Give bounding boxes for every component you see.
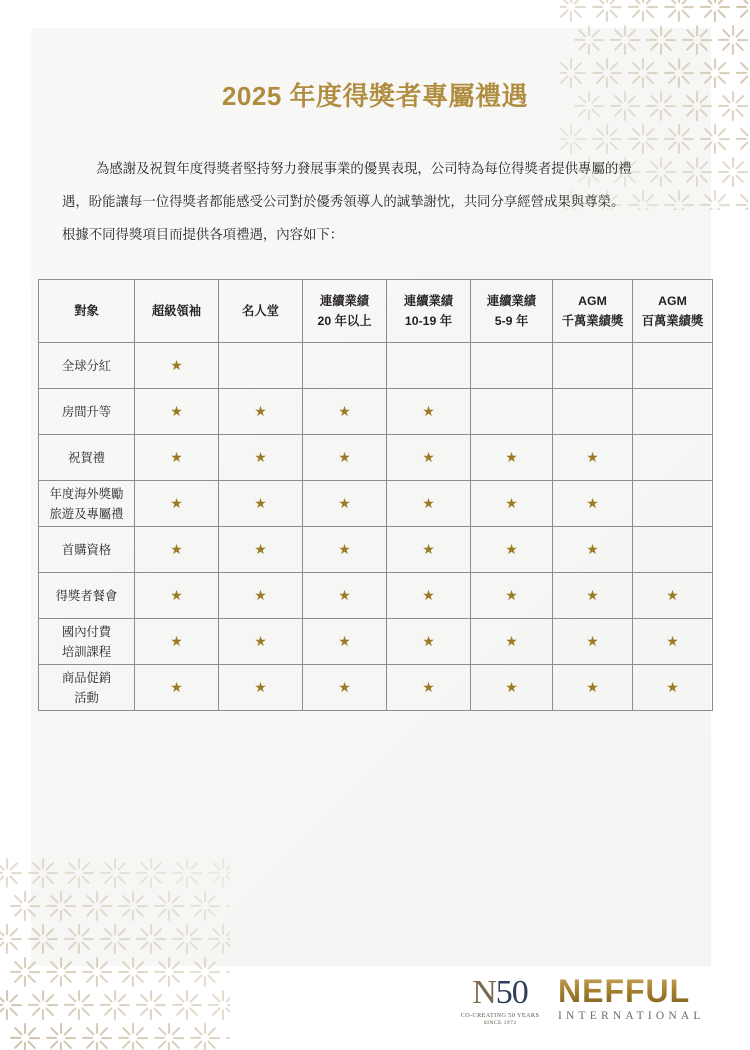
- table-row: [39, 481, 713, 527]
- n50-letter-n: N: [472, 974, 496, 1011]
- table-cell-r0-c6: [553, 343, 633, 389]
- star-icon: ★: [586, 449, 599, 465]
- table-row: [39, 665, 713, 711]
- star-icon: ★: [422, 403, 435, 419]
- table-cell-r6-c7: [633, 619, 713, 665]
- table-header-cell-1-line1: 超級領袖: [151, 304, 202, 318]
- table-cell-r1-c3: [303, 389, 387, 435]
- star-icon: ★: [170, 587, 183, 603]
- table-cell-r7-c1: [135, 665, 219, 711]
- table-row: [39, 343, 713, 389]
- intro-paragraph: [62, 152, 690, 251]
- snowflake-icon: [698, 0, 732, 24]
- table-cell-r4-c1: [135, 527, 219, 573]
- star-icon: ★: [422, 541, 435, 557]
- table-header-cell-5-line1: 連續業績: [486, 294, 537, 308]
- star-icon: ★: [338, 633, 351, 649]
- table-cell-r2-c3: [303, 435, 387, 481]
- star-icon: ★: [254, 449, 267, 465]
- star-icon: ★: [505, 587, 518, 603]
- star-icon: ★: [254, 495, 267, 511]
- star-icon: ★: [586, 633, 599, 649]
- star-icon: ★: [338, 449, 351, 465]
- table-cell-r1-c7: [633, 389, 713, 435]
- star-icon: ★: [505, 679, 518, 695]
- table-cell-r6-c1: [135, 619, 219, 665]
- table-row-label-2-line1: 祝賀禮: [68, 450, 105, 465]
- table-cell-r7-c4: [387, 665, 471, 711]
- table-cell-r2-c1: [135, 435, 219, 481]
- table-row: [39, 619, 713, 665]
- n50-tagline-since: SINCE 1973: [483, 1020, 517, 1026]
- table-cell-r5-c2: [219, 573, 303, 619]
- table-header-cell-5-line2: 5-9 年: [494, 314, 529, 328]
- star-icon: ★: [170, 357, 183, 373]
- table-cell-r7-c7: [633, 665, 713, 711]
- star-icon: ★: [338, 495, 351, 511]
- table-row: [39, 527, 713, 573]
- table-cell-r1-c4: [387, 389, 471, 435]
- table-cell-r1-c6: [553, 389, 633, 435]
- table-header-cell-1: [135, 280, 219, 343]
- table-row-label-4: [39, 527, 135, 573]
- table-cell-r4-c5: [471, 527, 553, 573]
- table-cell-r2-c7: [633, 435, 713, 481]
- table-header-cell-3-line1: 連續業績: [319, 294, 370, 308]
- benefits-table-body: [39, 343, 713, 711]
- table-cell-r5-c1: [135, 573, 219, 619]
- star-icon: ★: [505, 495, 518, 511]
- table-header-cell-7: [633, 280, 713, 343]
- table-row-label-3-line1: 年度海外獎勵: [49, 486, 124, 501]
- table-cell-r7-c5: [471, 665, 553, 711]
- intro-paragraph-line-3: 根據不同得獎項目而提供各項禮遇，內容如下：: [62, 227, 344, 242]
- table-cell-r3-c4: [387, 481, 471, 527]
- table-cell-r7-c6: [553, 665, 633, 711]
- star-icon: ★: [505, 541, 518, 557]
- table-cell-r6-c2: [219, 619, 303, 665]
- table-cell-r6-c5: [471, 619, 553, 665]
- table-cell-r4-c6: [553, 527, 633, 573]
- star-icon: ★: [254, 541, 267, 557]
- nefful-wordmark: NEFFUL: [558, 974, 728, 1008]
- table-cell-r1-c5: [471, 389, 553, 435]
- table-cell-r5-c3: [303, 573, 387, 619]
- star-icon: ★: [666, 679, 679, 695]
- table-cell-r3-c6: [553, 481, 633, 527]
- star-icon: ★: [586, 679, 599, 695]
- table-row-label-6-line1: 國內付費: [61, 624, 112, 639]
- table-header-cell-4-line2: 10-19 年: [404, 314, 453, 328]
- snowflake-icon: [0, 856, 24, 890]
- table-row-label-2: [39, 435, 135, 481]
- table-cell-r3-c5: [471, 481, 553, 527]
- table-cell-r0-c7: [633, 343, 713, 389]
- n50-logo-mark: [445, 976, 555, 1010]
- star-icon: ★: [422, 679, 435, 695]
- table-row-label-6: [39, 619, 135, 665]
- table-cell-r1-c1: [135, 389, 219, 435]
- snowflake-icon: [560, 0, 588, 24]
- star-icon: ★: [254, 403, 267, 419]
- page-title: 2025 年度得獎者專屬禮遇: [221, 81, 529, 111]
- table-cell-r4-c7: [633, 527, 713, 573]
- n50-number-50: 50: [495, 974, 528, 1011]
- table-header-cell-7-line2: 百萬業績獎: [641, 314, 704, 328]
- table-cell-r0-c1: [135, 343, 219, 389]
- table-cell-r5-c7: [633, 573, 713, 619]
- benefits-table-header: [39, 280, 713, 343]
- table-cell-r6-c3: [303, 619, 387, 665]
- star-icon: ★: [170, 541, 183, 557]
- star-icon: ★: [586, 587, 599, 603]
- table-cell-r0-c4: [387, 343, 471, 389]
- star-icon: ★: [338, 541, 351, 557]
- table-cell-r2-c5: [471, 435, 553, 481]
- star-icon: ★: [422, 449, 435, 465]
- table-cell-r5-c4: [387, 573, 471, 619]
- n50-anniversary-logo: [445, 976, 555, 1026]
- table-cell-r0-c3: [303, 343, 387, 389]
- star-icon: ★: [586, 541, 599, 557]
- star-icon: ★: [254, 633, 267, 649]
- table-header-cell-4: [387, 280, 471, 343]
- table-cell-r6-c4: [387, 619, 471, 665]
- snowflake-icon: [0, 922, 24, 956]
- benefits-table: [38, 279, 713, 711]
- table-row-label-1: [39, 389, 135, 435]
- table-row-label-7: [39, 665, 135, 711]
- snowflake-icon: [626, 0, 660, 24]
- table-header-cell-5: [471, 280, 553, 343]
- table-row-label-5-line1: 得獎者餐會: [55, 588, 118, 603]
- star-icon: ★: [666, 633, 679, 649]
- star-icon: ★: [170, 633, 183, 649]
- table-row: [39, 389, 713, 435]
- table-cell-r2-c2: [219, 435, 303, 481]
- table-cell-r5-c5: [471, 573, 553, 619]
- star-icon: ★: [170, 495, 183, 511]
- snowflake-icon: [716, 155, 750, 189]
- star-icon: ★: [170, 449, 183, 465]
- table-header-cell-6: [553, 280, 633, 343]
- star-icon: ★: [422, 495, 435, 511]
- star-icon: ★: [338, 679, 351, 695]
- table-cell-r3-c3: [303, 481, 387, 527]
- snowflake-icon: [590, 0, 624, 24]
- table-row-label-3-line2: 旅遊及專屬禮: [49, 506, 124, 521]
- footer-logos: [0, 968, 750, 1046]
- star-icon: ★: [254, 679, 267, 695]
- star-icon: ★: [666, 587, 679, 603]
- table-header-cell-7-line1: AGM: [658, 294, 687, 308]
- table-cell-r7-c3: [303, 665, 387, 711]
- table-cell-r4-c4: [387, 527, 471, 573]
- table-header-row: [39, 280, 713, 343]
- table-cell-r4-c3: [303, 527, 387, 573]
- table-header-cell-0: [39, 280, 135, 343]
- snowflake-icon: [716, 23, 750, 57]
- n50-tagline-primary: CO-CREATING 50 YEARS: [460, 1012, 540, 1019]
- table-header-cell-2-line1: 名人堂: [242, 304, 279, 318]
- table-row-label-0: [39, 343, 135, 389]
- star-icon: ★: [170, 403, 183, 419]
- table-cell-r3-c7: [633, 481, 713, 527]
- table-cell-r0-c2: [219, 343, 303, 389]
- star-icon: ★: [586, 495, 599, 511]
- table-row: [39, 435, 713, 481]
- benefits-table-container: [38, 279, 712, 711]
- table-cell-r3-c1: [135, 481, 219, 527]
- table-cell-r3-c2: [219, 481, 303, 527]
- nefful-subtitle: INTERNATIONAL: [558, 1010, 705, 1022]
- table-header-cell-0-line1: 對象: [74, 304, 99, 318]
- star-icon: ★: [505, 449, 518, 465]
- table-row: [39, 573, 713, 619]
- table-row-label-7-line2: 活動: [74, 690, 99, 705]
- table-cell-r2-c6: [553, 435, 633, 481]
- snowflake-icon: [734, 0, 750, 24]
- star-icon: ★: [338, 403, 351, 419]
- star-icon: ★: [170, 679, 183, 695]
- table-header-cell-6-line1: AGM: [578, 294, 607, 308]
- table-row-label-6-line2: 培訓課程: [61, 644, 112, 659]
- table-cell-r6-c6: [553, 619, 633, 665]
- table-header-cell-2: [219, 280, 303, 343]
- star-icon: ★: [422, 633, 435, 649]
- table-header-cell-3: [303, 280, 387, 343]
- intro-paragraph-line-2: 遇，盼能讓每一位得獎者都能感受公司對於優秀領導人的誠摯謝忱，共同分享經營成果與尊榮。: [62, 194, 625, 209]
- star-icon: ★: [338, 587, 351, 603]
- snowflake-icon: [734, 188, 750, 210]
- table-row-label-1-line1: 房間升等: [61, 404, 112, 419]
- table-row-label-0-line1: 全球分紅: [61, 358, 112, 373]
- star-icon: ★: [422, 587, 435, 603]
- star-icon: ★: [254, 587, 267, 603]
- snowflake-icon: [662, 0, 696, 24]
- table-cell-r5-c6: [553, 573, 633, 619]
- table-cell-r4-c2: [219, 527, 303, 573]
- table-row-label-3: [39, 481, 135, 527]
- table-header-cell-4-line1: 連續業績: [403, 294, 454, 308]
- nefful-logo: [558, 974, 728, 1022]
- table-row-label-5: [39, 573, 135, 619]
- table-header-cell-6-line2: 千萬業績獎: [561, 314, 624, 328]
- table-cell-r1-c2: [219, 389, 303, 435]
- table-row-label-7-line1: 商品促銷: [61, 670, 112, 685]
- snowflake-icon: [734, 122, 750, 156]
- star-icon: ★: [505, 633, 518, 649]
- table-row-label-4-line1: 首購資格: [61, 542, 112, 557]
- table-header-cell-3-line2: 20 年以上: [317, 314, 372, 328]
- intro-paragraph-line-1: 為感謝及祝賀年度得獎者堅持努力發展事業的優異表現，公司特為每位得獎者提供專屬的禮: [96, 161, 632, 176]
- table-cell-r2-c4: [387, 435, 471, 481]
- table-cell-r7-c2: [219, 665, 303, 711]
- table-cell-r0-c5: [471, 343, 553, 389]
